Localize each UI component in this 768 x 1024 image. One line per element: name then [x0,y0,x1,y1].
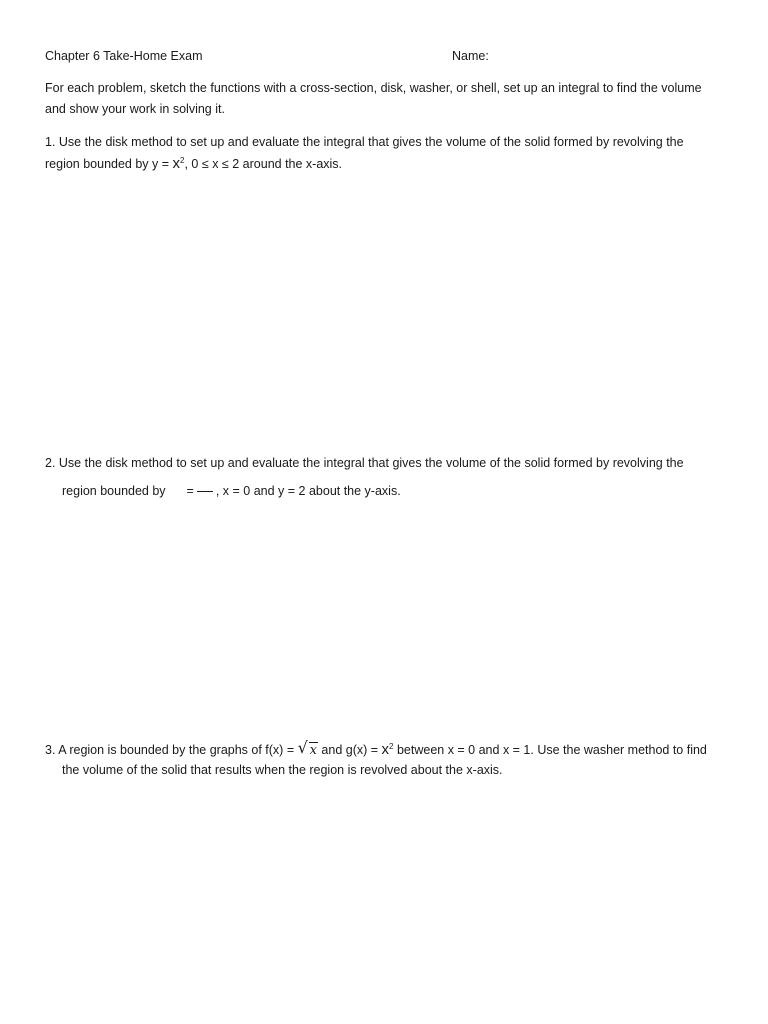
instructions-line-1: For each problem, sketch the functions with a cross-section, disk, washer, or shell, set up an integral to find the volume [45,81,702,95]
problem-3-pre: 3. A region is bounded by the graphs of f(x) = [45,743,298,757]
problem-3-x: x [381,741,390,758]
problem-2-line-2 [62,483,401,499]
name-label: Name: [452,49,489,63]
radical-icon: √ [297,738,308,757]
problem-1-line-2 [45,156,342,172]
problem-2-equals: = [186,484,194,498]
problem-1-pre: region bounded by y = [45,157,173,171]
problem-2-line-1: 2. Use the disk method to set up and evaluate the integral that gives the volume of the solid formed by revolving the [45,456,684,470]
problem-3-sqrt-arg: x [309,743,317,758]
problem-3-post: between x = 0 and x = 1. Use the washer method to find [393,743,707,757]
problem-2-missing-fraction [197,491,213,492]
exam-title: Chapter 6 Take-Home Exam [45,49,203,63]
problem-1-post: , 0 ≤ x ≤ 2 around the x-axis. [184,157,343,171]
problem-1-x: x [172,155,181,172]
square-root-x [297,738,318,759]
problem-2-pre: region bounded by [62,484,166,498]
problem-3-line-1 [45,738,707,759]
problem-3-line-2: the volume of the solid that results when the region is revolved about the x-axis. [62,763,503,777]
problem-2-post: , x = 0 and y = 2 about the y-axis. [215,484,401,498]
instructions-line-2: and show your work in solving it. [45,102,225,116]
problem-1-exponent: 2 [180,155,185,165]
problem-3-mid: and g(x) = [317,743,382,757]
problem-1-line-1: 1. Use the disk method to set up and evaluate the integral that gives the volume of the solid formed by revolving the [45,135,684,149]
problem-3-exponent: 2 [389,741,394,751]
